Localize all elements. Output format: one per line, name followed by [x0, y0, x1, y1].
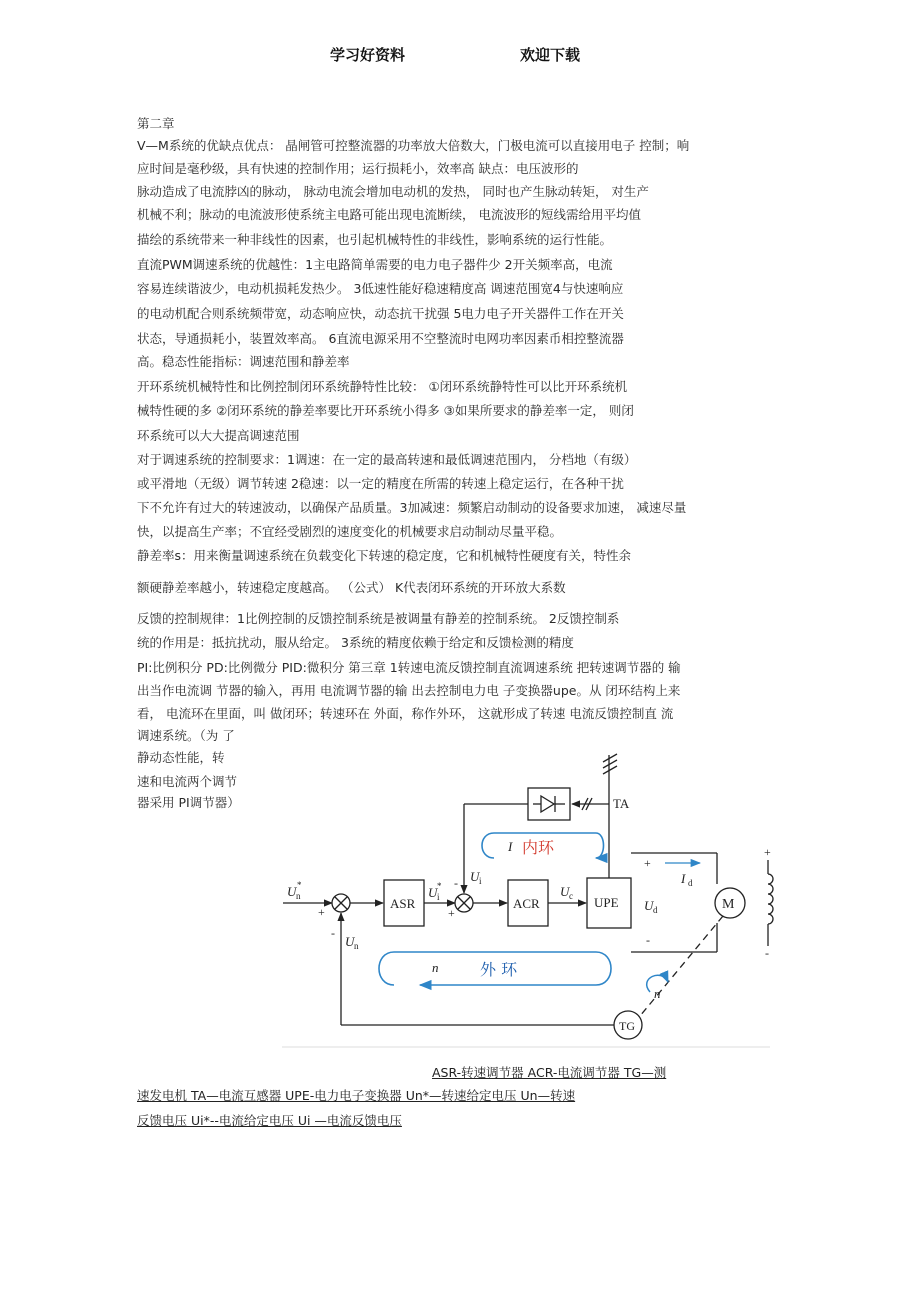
- label-id-sub: d: [688, 878, 693, 888]
- text-line: 状态，导通损耗小，装置效率高。 6直流电源采用不空整流时电网功率因素币相控整流器: [137, 331, 624, 346]
- asr-label: ASR: [390, 896, 416, 911]
- label-ud: U: [644, 898, 654, 913]
- text-line: 脉动造成了电流脖凶的脉动， 脉动电流会增加电动机的发热， 同时也产生脉动转矩， 对生产: [137, 184, 649, 199]
- text-line: 快，以提高生产率；不宜经受剧烈的速度变化的机械要求启动制动尽量平稳。: [137, 524, 563, 539]
- text-line: 器采用 PI调节器）: [137, 795, 240, 810]
- label-un-star: U: [287, 884, 297, 899]
- text-line: 机械不利；脉动的电流波形使系统主电路可能出现电流断续， 电流波形的短线需给用平均值: [137, 207, 641, 222]
- text-line: 出当作电流调 节器的输入，再用 电流调节器的输 出去控制电力电 子变换器upe。从 闭环结构上来: [137, 683, 681, 698]
- field-minus: -: [765, 946, 769, 960]
- text-line: 静动态性能，转: [137, 750, 225, 765]
- label-un-star-mark: *: [297, 880, 302, 890]
- upe-label: UPE: [594, 895, 619, 910]
- caption-line: 速发电机 TA—电流互感器 UPE-电力电子变换器 Un*—转速给定电压 Un—转速: [137, 1088, 576, 1103]
- text-line: 应时间是毫秒级，具有快速的控制作用；运行损耗小，效率高 缺点：电压波形的: [137, 161, 579, 176]
- speed-symbol: n: [654, 986, 661, 1001]
- text-line: 第二章: [137, 116, 175, 131]
- text-line: 或平滑地（无级）调节转速 2稳速：以一定的精度在所需的转速上稳定运行，在各种干扰: [137, 476, 624, 491]
- text-line: V—M系统的优缺点优点： 晶闸管可控整流器的功率放大倍数大，门极电流可以直接用电子 控制；响: [137, 138, 690, 153]
- text-line: 反馈的控制规律：1比例控制的反馈控制系统是被调量有静差的控制系统。 2反馈控制系: [137, 611, 620, 626]
- text-line: 下不允许有过大的转速波动，以确保产品质量。3加减速：频繁启动制动的设备要求加速， 减速尽量: [137, 500, 687, 515]
- field-plus: +: [764, 845, 771, 859]
- text-line: 额硬静差率越小，转速稳定度越高。 （公式） K代表闭环系统的开环放大系数: [137, 580, 566, 595]
- summing-junction-current: [455, 894, 473, 912]
- summing-junction-speed: [332, 894, 350, 912]
- label-un-sub: n: [354, 941, 359, 951]
- text-line: 环系统可以大大提高调速范围: [137, 428, 300, 443]
- ud-minus: -: [646, 933, 650, 947]
- sum1-plus: +: [318, 905, 325, 919]
- inner-loop-label: 内环: [522, 838, 555, 857]
- caption-line: 反馈电压 Ui*--电流给定电压 Ui —电流反馈电压: [137, 1113, 402, 1128]
- text-line: 开环系统机械特性和比例控制闭环系统静特性比较： ①闭环系统静特性可以比开环系统机: [137, 379, 628, 394]
- label-ui-star-mark: *: [437, 881, 442, 891]
- text-line: 高。稳态性能指标：调速范围和静差率: [137, 354, 350, 369]
- label-un: U: [345, 934, 355, 949]
- caption-line: ASR-转速调节器 ACR-电流调节器 TG—测: [432, 1065, 667, 1080]
- text-line: 静差率s：用来衡量调速系统在负载变化下转速的稳定度，它和机械特性硬度有关，特性余: [137, 548, 632, 563]
- label-ud-sub: d: [653, 905, 658, 915]
- ta-label: TA: [613, 796, 630, 811]
- acr-label: ACR: [513, 896, 540, 911]
- label-ui-star: U: [428, 885, 438, 900]
- text-line: 容易连续谐波少，电动机损耗发热少。 3低速性能好稳速精度高 调速范围宽4与快速响应: [137, 281, 624, 296]
- sum2-minus: -: [454, 876, 458, 890]
- label-ui-star-sub: i: [437, 892, 440, 902]
- sum1-minus: -: [331, 926, 335, 940]
- label-ui: U: [470, 869, 480, 884]
- motor-label: M: [722, 897, 735, 912]
- ud-plus: +: [644, 856, 651, 870]
- text-line: 械特性硬的多 ②闭环系统的静差率要比开环系统小得多 ③如果所要求的静差率一定， 则闭: [137, 403, 634, 418]
- text-line: 直流PWM调速系统的优越性：1主电路简单需要的电力电子器件少 2开关频率高，电流: [137, 257, 613, 272]
- text-line: 的电动机配合则系统频带宽，动态响应快，动态抗干扰强 5电力电子开关器件工作在开关: [137, 306, 624, 321]
- label-id: I: [681, 871, 686, 886]
- header-left: 学习好资料: [330, 46, 406, 64]
- text-line: 描绘的系统带来一种非线性的因素，也引起机械特性的非线性，影响系统的运行性能。: [137, 232, 613, 247]
- inner-loop-symbol: I: [508, 839, 513, 854]
- text-line: 统的作用是：抵抗扰动，服从给定。 3系统的精度依赖于给定和反馈检测的精度: [137, 635, 574, 650]
- label-uc: U: [560, 884, 570, 899]
- outer-loop-symbol: n: [432, 960, 439, 975]
- text-line: 调速系统。（为 了: [137, 728, 235, 743]
- label-un-star-sub: n: [296, 891, 301, 901]
- header-right: 欢迎下载: [520, 46, 581, 64]
- text-line: 速和电流两个调节: [137, 774, 238, 789]
- text-line: 对于调速系统的控制要求：1调速：在一定的最高转速和最低调速范围内， 分档地（有级）: [137, 452, 637, 467]
- outer-loop-label: 外 环: [480, 960, 518, 979]
- sum2-plus: +: [448, 906, 455, 920]
- tg-symbol: [614, 1011, 642, 1039]
- motor-symbol: [715, 888, 745, 918]
- label-uc-sub: c: [569, 891, 573, 901]
- label-ui-sub: i: [479, 876, 482, 886]
- text-line: PI:比例积分 PD:比例微分 PID:微积分 第三章 1转速电流反馈控制直流调速系统 把转速调节器的 输: [137, 660, 681, 675]
- text-line: 看， 电流环在里面，叫 做闭环；转速环在 外面，称作外环， 这就形成了转速 电流反馈控制直 流: [137, 706, 674, 721]
- tg-label: TG: [619, 1019, 635, 1033]
